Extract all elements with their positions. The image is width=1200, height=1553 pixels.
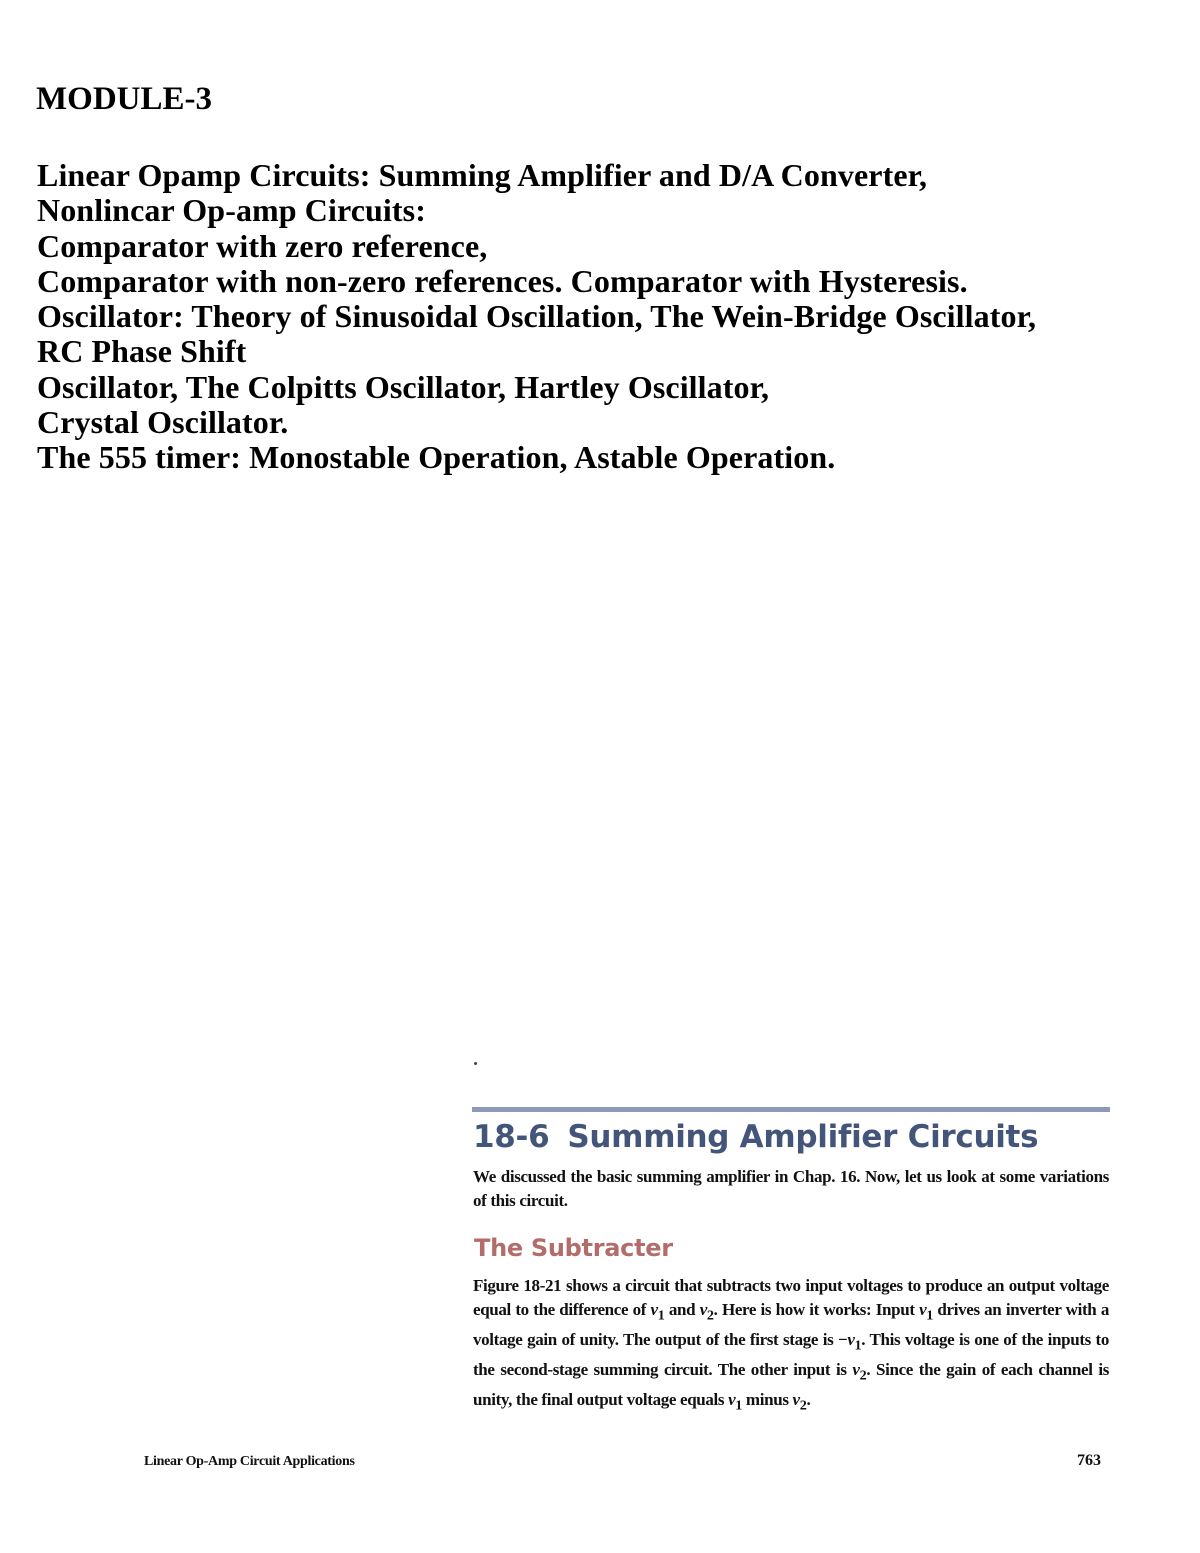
syllabus-line: Linear Opamp Circuits: Summing Amplifier and D/A Converter, bbox=[37, 157, 928, 193]
page-number: 763 bbox=[1077, 1452, 1101, 1469]
body-text: and bbox=[664, 1299, 700, 1319]
body-text: minus bbox=[742, 1389, 793, 1409]
syllabus-topics bbox=[37, 158, 1036, 476]
syllabus-line: Comparator with zero reference, bbox=[37, 227, 488, 264]
var-v1: v bbox=[728, 1389, 736, 1409]
var-v1: v bbox=[650, 1299, 658, 1319]
var-v2-subscript: 2 bbox=[859, 1366, 867, 1383]
var-v1-subscript: 1 bbox=[735, 1396, 743, 1413]
var-v2: v bbox=[852, 1359, 860, 1379]
stray-dot-mark bbox=[474, 1062, 477, 1065]
var-v2-subscript: 2 bbox=[799, 1396, 807, 1413]
intro-paragraph: We discussed the basic summing amplifier in Chap. 16. Now, let us look at some variations of this circuit. bbox=[473, 1167, 1109, 1210]
syllabus-line: RC Phase Shift bbox=[37, 333, 247, 370]
var-v1-subscript: 1 bbox=[926, 1306, 933, 1323]
body-text: . This voltage is one of the inputs to the second-stage summing circuit. The other input is bbox=[473, 1329, 1109, 1379]
syllabus-line: Comparator with non-zero references. Comparator with Hysteresis. bbox=[37, 262, 968, 299]
syllabus-line: Nonlincar Op-amp Circuits: bbox=[37, 192, 426, 229]
body-text: . bbox=[806, 1389, 811, 1409]
syllabus-line: Oscillator: Theory of Sinusoidal Oscillation, The Wein-Bridge Oscillator, bbox=[37, 298, 1037, 335]
syllabus-line: Oscillator, The Colpitts Oscillator, Hartley Oscillator, bbox=[37, 368, 770, 405]
body-text: . Since the gain of each channel is unity, the final output voltage equals bbox=[473, 1359, 1109, 1409]
var-v1: v bbox=[847, 1329, 855, 1349]
syllabus-line: The 555 timer: Monostable Operation, Astable Operation. bbox=[37, 439, 836, 476]
module-title: MODULE-3 bbox=[36, 81, 212, 117]
section-heading bbox=[473, 1117, 1038, 1157]
subheading-subtracter: The Subtracter bbox=[474, 1234, 673, 1262]
section-title: Summing Amplifier Circuits bbox=[567, 1119, 1039, 1155]
footer-chapter-title: Linear Op-Amp Circuit Applications bbox=[144, 1454, 355, 1469]
var-v2: v bbox=[792, 1389, 800, 1409]
var-v1-subscript: 1 bbox=[657, 1306, 665, 1323]
var-v2: v bbox=[699, 1299, 707, 1319]
body-text: . Here is how it works: Input bbox=[713, 1299, 920, 1319]
syllabus-line: Crystal Oscillator. bbox=[37, 404, 289, 441]
body-paragraph bbox=[473, 1274, 1109, 1418]
section-number: 18-6 bbox=[473, 1119, 550, 1155]
body-text: drives an inverter with a voltage gain of unity. The output of the first stage is − bbox=[473, 1299, 1109, 1349]
body-text: Figure 18-21 shows a circuit that subtracts two input voltages to produce an output voltage equal to the difference of bbox=[473, 1276, 1109, 1319]
var-v1-subscript: 1 bbox=[854, 1336, 862, 1353]
section-rule bbox=[472, 1107, 1110, 1112]
var-v2-subscript: 2 bbox=[706, 1306, 714, 1323]
var-v1: v bbox=[919, 1299, 927, 1319]
